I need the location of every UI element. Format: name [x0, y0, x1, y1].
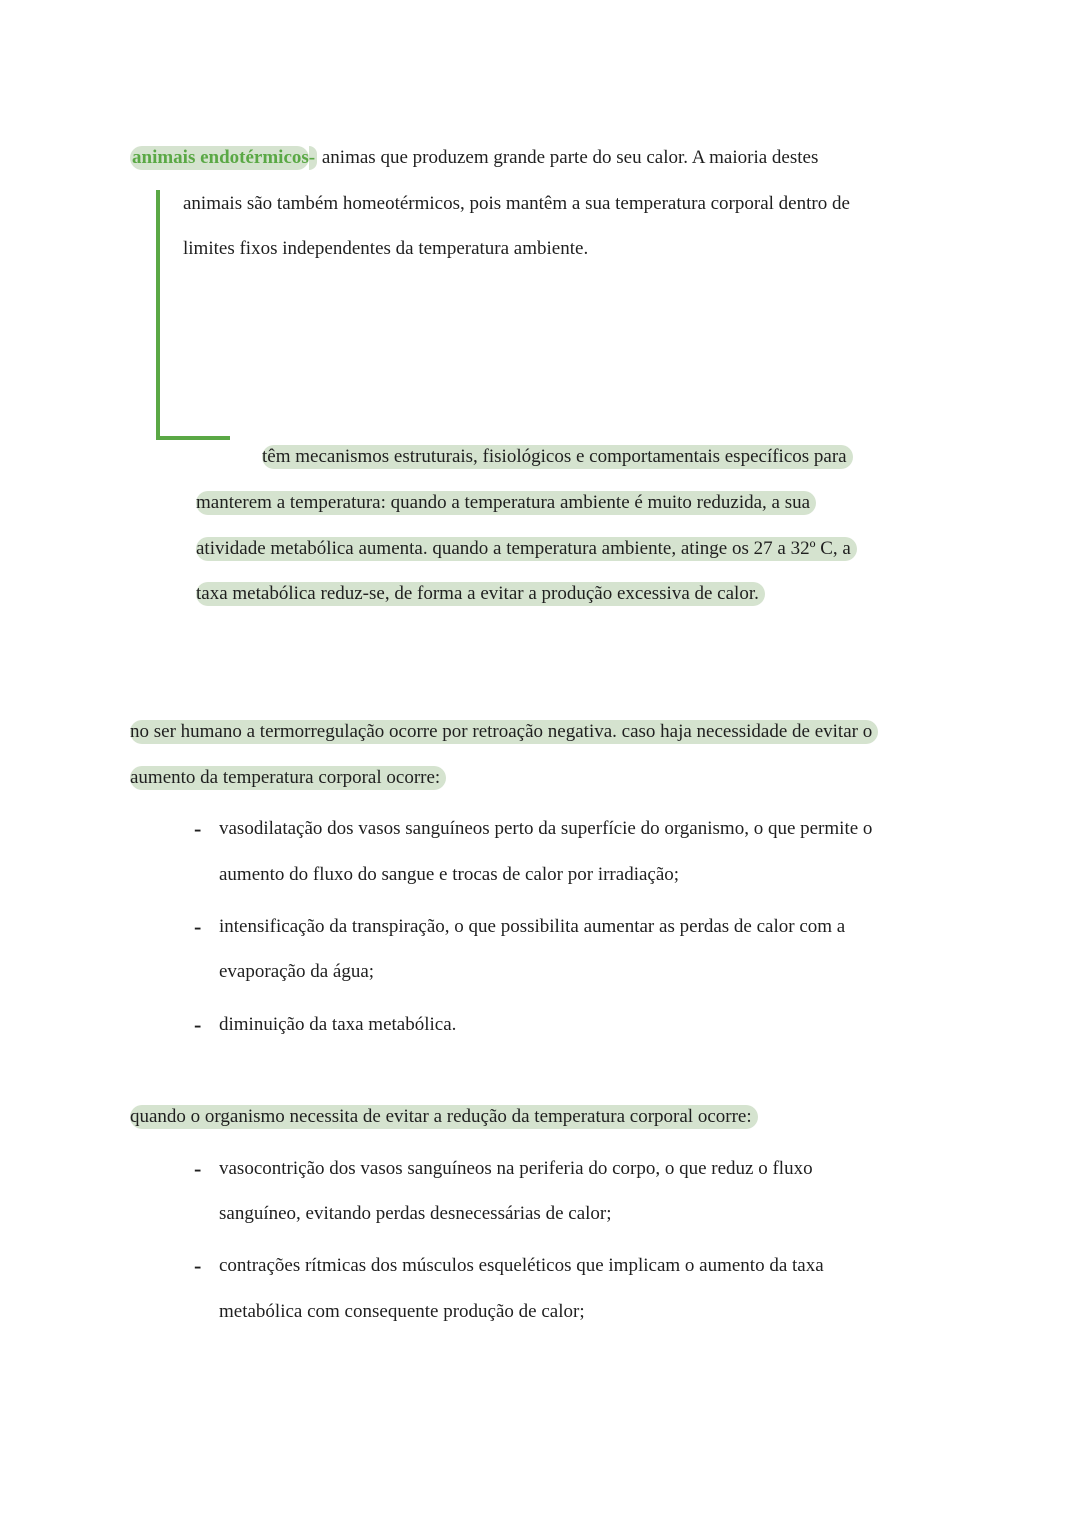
cold-intro: quando o organismo necessita de evitar a redução da temperatura corporal ocorre:	[130, 1103, 758, 1131]
heat-item-1-line-2: aumento do fluxo do sangue e trocas de calor por irradiação;	[219, 864, 680, 885]
heat-item-1-line-1: vasodilatação dos vasos sanguíneos perto da superfície do organismo, o que permite o	[219, 818, 873, 839]
definition-line-3: limites fixos independentes da temperatura ambiente.	[183, 238, 589, 259]
definition-text-1: animas que produzem grande parte do seu calor. A maioria destes	[317, 147, 819, 168]
bullet-dash: -	[194, 914, 202, 939]
bullet-dash: -	[194, 816, 202, 841]
term-animais-endotermicos: animais endotérmicos	[132, 147, 309, 168]
bullet-dash: -	[194, 1012, 202, 1037]
cold-item-2-line-1: contrações rítmicas dos músculos esqueléticos que implicam o aumento da taxa	[219, 1255, 824, 1276]
heat-item-2-line-1: intensificação da transpiração, o que possibilita aumentar as perdas de calor com a	[219, 916, 846, 937]
human-intro-line-1: no ser humano a termorregulação ocorre por retroação negativa. caso haja necessidade de evitar o	[130, 718, 878, 746]
mechanisms-line-3: atividade metabólica aumenta. quando a temperatura ambiente, atinge os 27 a 32º C, a	[196, 535, 857, 563]
term-dash: -	[308, 147, 316, 168]
bullet-dash: -	[194, 1156, 202, 1181]
bracket-horizontal	[156, 436, 230, 440]
heat-item-2-line-2: evaporação da água;	[219, 961, 375, 982]
definition-line-2: animais são também homeotérmicos, pois mantêm a sua temperatura corporal dentro de	[183, 193, 850, 214]
definition-line-1	[130, 144, 818, 172]
heat-item-3-line-1: diminuição da taxa metabólica.	[219, 1014, 457, 1035]
bullet-dash: -	[194, 1253, 202, 1278]
cold-item-1-line-2: sanguíneo, evitando perdas desnecessárias de calor;	[219, 1203, 612, 1224]
human-intro-line-2: aumento da temperatura corporal ocorre:	[130, 764, 446, 792]
mechanisms-line-2: manterem a temperatura: quando a temperatura ambiente é muito reduzida, a sua	[196, 489, 816, 517]
mechanisms-line-1: têm mecanismos estruturais, fisiológicos e comportamentais específicos para	[262, 443, 853, 471]
cold-item-1-line-1: vasocontrição dos vasos sanguíneos na periferia do corpo, o que reduz o fluxo	[219, 1158, 813, 1179]
mechanisms-line-4: taxa metabólica reduz-se, de forma a evitar a produção excessiva de calor.	[196, 580, 765, 608]
cold-item-2-line-2: metabólica com consequente produção de calor;	[219, 1301, 585, 1322]
bracket-vertical	[156, 190, 160, 440]
